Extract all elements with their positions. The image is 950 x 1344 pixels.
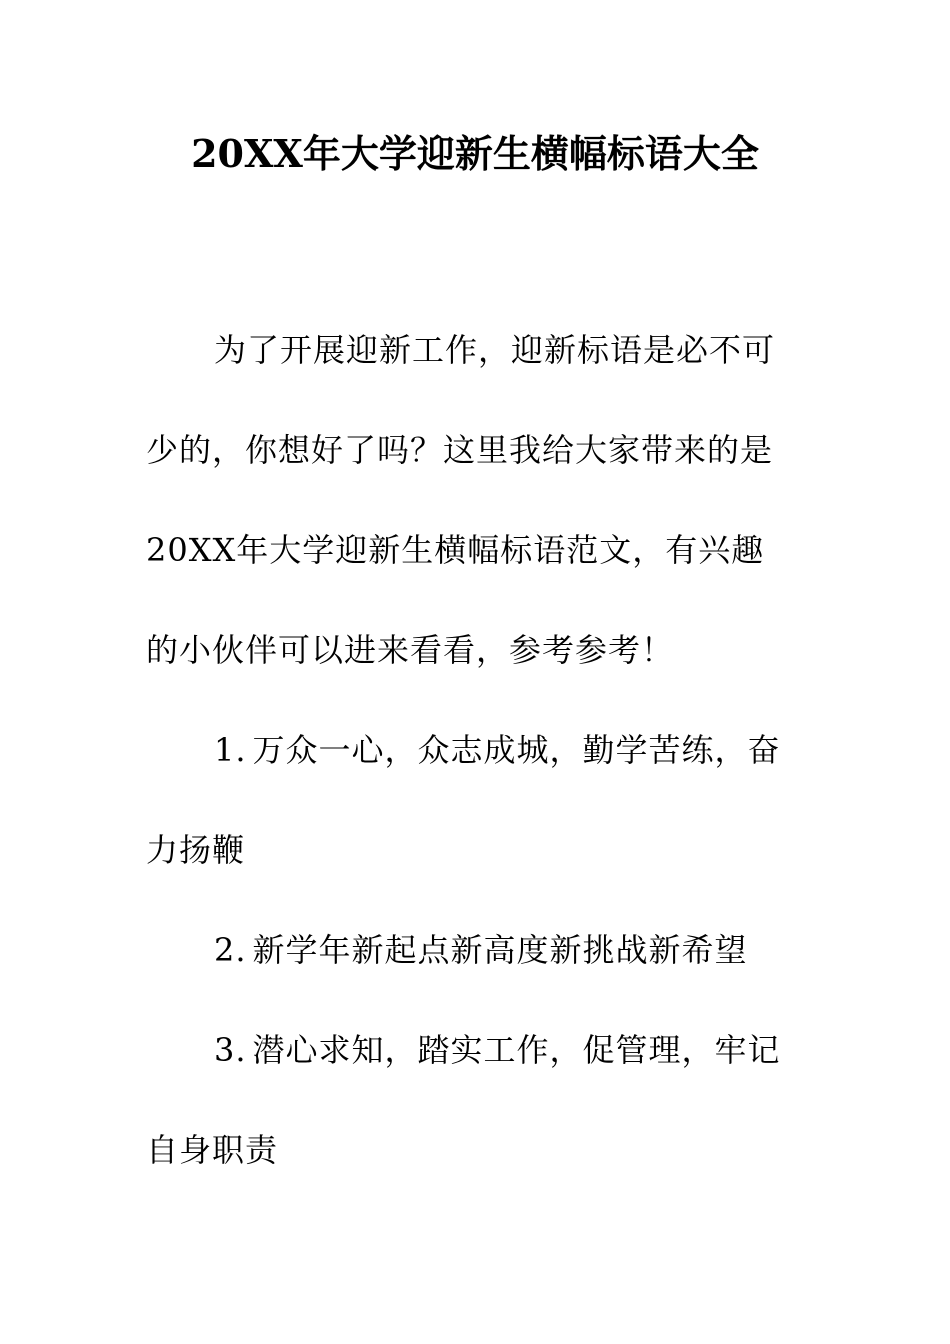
document-title: 20XX年大学迎新生横幅标语大全 bbox=[191, 131, 759, 176]
list-item-number: 1. bbox=[214, 731, 247, 769]
intro-paragraph: 为了开展迎新工作，迎新标语是必不可少的，你想好了吗？这里我给大家带来的是20XX年大学迎新生横幅标语范文，有兴趣的小伙伴可以进来看看，参考参考！ bbox=[146, 331, 776, 669]
list-item-text: 潜心求知，踏实工作，促管理，牢记自身职责 bbox=[146, 1031, 781, 1169]
list-item-text: 万众一心，众志成城，勤学苦练，奋力扬鞭 bbox=[146, 731, 781, 869]
list-item-number: 3. bbox=[214, 1031, 247, 1069]
list-item-text: 新学年新起点新高度新挑战新希望 bbox=[252, 931, 748, 969]
document-body bbox=[146, 300, 796, 1200]
list-item bbox=[146, 1000, 796, 1200]
list-item-number: 2. bbox=[214, 931, 247, 969]
list-item bbox=[146, 900, 796, 1000]
list-item bbox=[146, 700, 796, 900]
